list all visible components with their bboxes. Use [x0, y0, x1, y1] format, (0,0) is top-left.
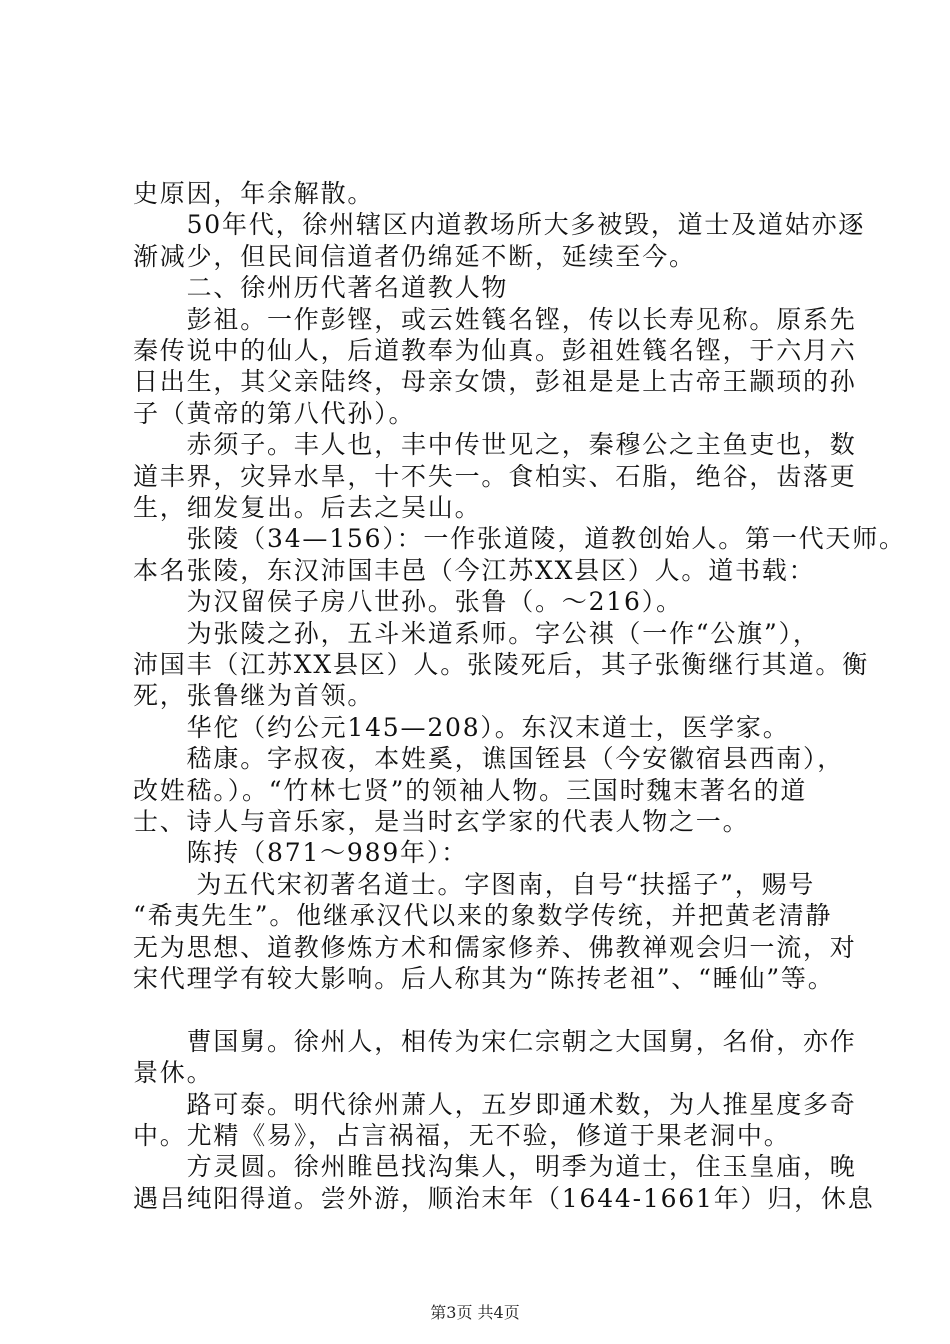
text-line: 赤须子。丰人也，丰中传世见之，秦穆公之主鱼吏也，数 [133, 430, 857, 460]
text-line: 方灵圆。徐州睢邑找沟集人，明季为道士，住玉皇庙，晚 [133, 1152, 857, 1182]
text-line: 为张陵之孙，五斗米道系师。字公祺（一作“公旗”）， [133, 618, 820, 648]
text-line: 无为思想、道教修炼方术和儒家修养、佛教禅观会归一流，对 [133, 932, 857, 962]
text-line: 生，细发复出。后去之吴山。 [133, 493, 482, 522]
text-line: 华佗（约公元145—208）。东汉末道士，医学家。 [133, 712, 790, 742]
text-line: 死，张鲁继为首领。 [133, 681, 375, 711]
text-line: 史原因，年余解散。 [133, 179, 375, 208]
text-line: 景休。 [133, 1058, 214, 1088]
text-line: 本名张陵，东汉沛国丰邑（今江苏XX县区）人。道书载： [133, 555, 816, 585]
text-line: 沛国丰（江苏XX县区）人。张陵死后，其子张衡继行其道。衡 [133, 650, 869, 679]
text-line: 渐减少，但民间信道者仍绵延不断，延续至今。 [133, 241, 696, 271]
text-line: 二、徐州历代著名道教人物 [133, 273, 509, 303]
text-line: 秦传说中的仙人，后道教奉为仙真。彭祖姓篯名铿，于六月六 [133, 336, 857, 365]
text-line: 路可泰。明代徐州萧人，五岁即通术数，为人推星度多奇 [133, 1089, 857, 1119]
text-line: 日出生，其父亲陆终，母亲女馈，彭祖是是上古帝王颛顼的孙 [133, 367, 857, 397]
text-line: 张陵（34—156）：一作张道陵，道教创始人。第一代天师。 [133, 524, 906, 554]
text-line: 曹国舅。徐州人，相传为宋仁宗朝之大国舅，名佾，亦作 [133, 1026, 857, 1056]
text-line: 改姓嵇。）。“竹林七贤”的领袖人物。三国时魏末著名的道 [133, 775, 808, 805]
page-footer: 第3页 共4页 [430, 1303, 520, 1322]
text-line: 陈抟（871～989年）： [133, 838, 468, 868]
text-line: 中。尤精《易》，占言祸福，无不验，修道于果老洞中。 [133, 1121, 791, 1150]
text-line: 为汉留侯子房八世孙。张鲁（。～216）。 [133, 587, 683, 617]
text-line: “希夷先生”。他继承汉代以来的象数学传统，并把黄老清静 [133, 901, 833, 931]
text-line: 士、诗人与音乐家，是当时玄学家的代表人物之一。 [133, 807, 750, 836]
text-line: 道丰界，灾异水旱，十不失一。食柏实、石脂，绝谷，齿落更 [133, 461, 857, 491]
text-line: 宋代理学有较大影响。后人称其为“陈抟老祖”、“睡仙”等。 [133, 964, 835, 993]
text-line: 嵇康。字叔夜，本姓奚，谯国铚县（今安徽宿县西南）， [133, 744, 845, 774]
text-line: 子（黄帝的第八代孙）。 [133, 398, 416, 428]
text-line: 遇吕纯阳得道。尝外游，顺治末年（1644-1661年）归，休息 [133, 1183, 875, 1213]
text-line: 50年代，徐州辖区内道教场所大多被毁，道士及道姑亦逐 [133, 210, 866, 240]
text-line: 为五代宋初著名道士。字图南，自号“扶摇子”，赐号 [133, 869, 816, 899]
text-line: 彭祖。一作彭铿，或云姓篯名铿，传以长寿见称。原系先 [133, 304, 857, 334]
